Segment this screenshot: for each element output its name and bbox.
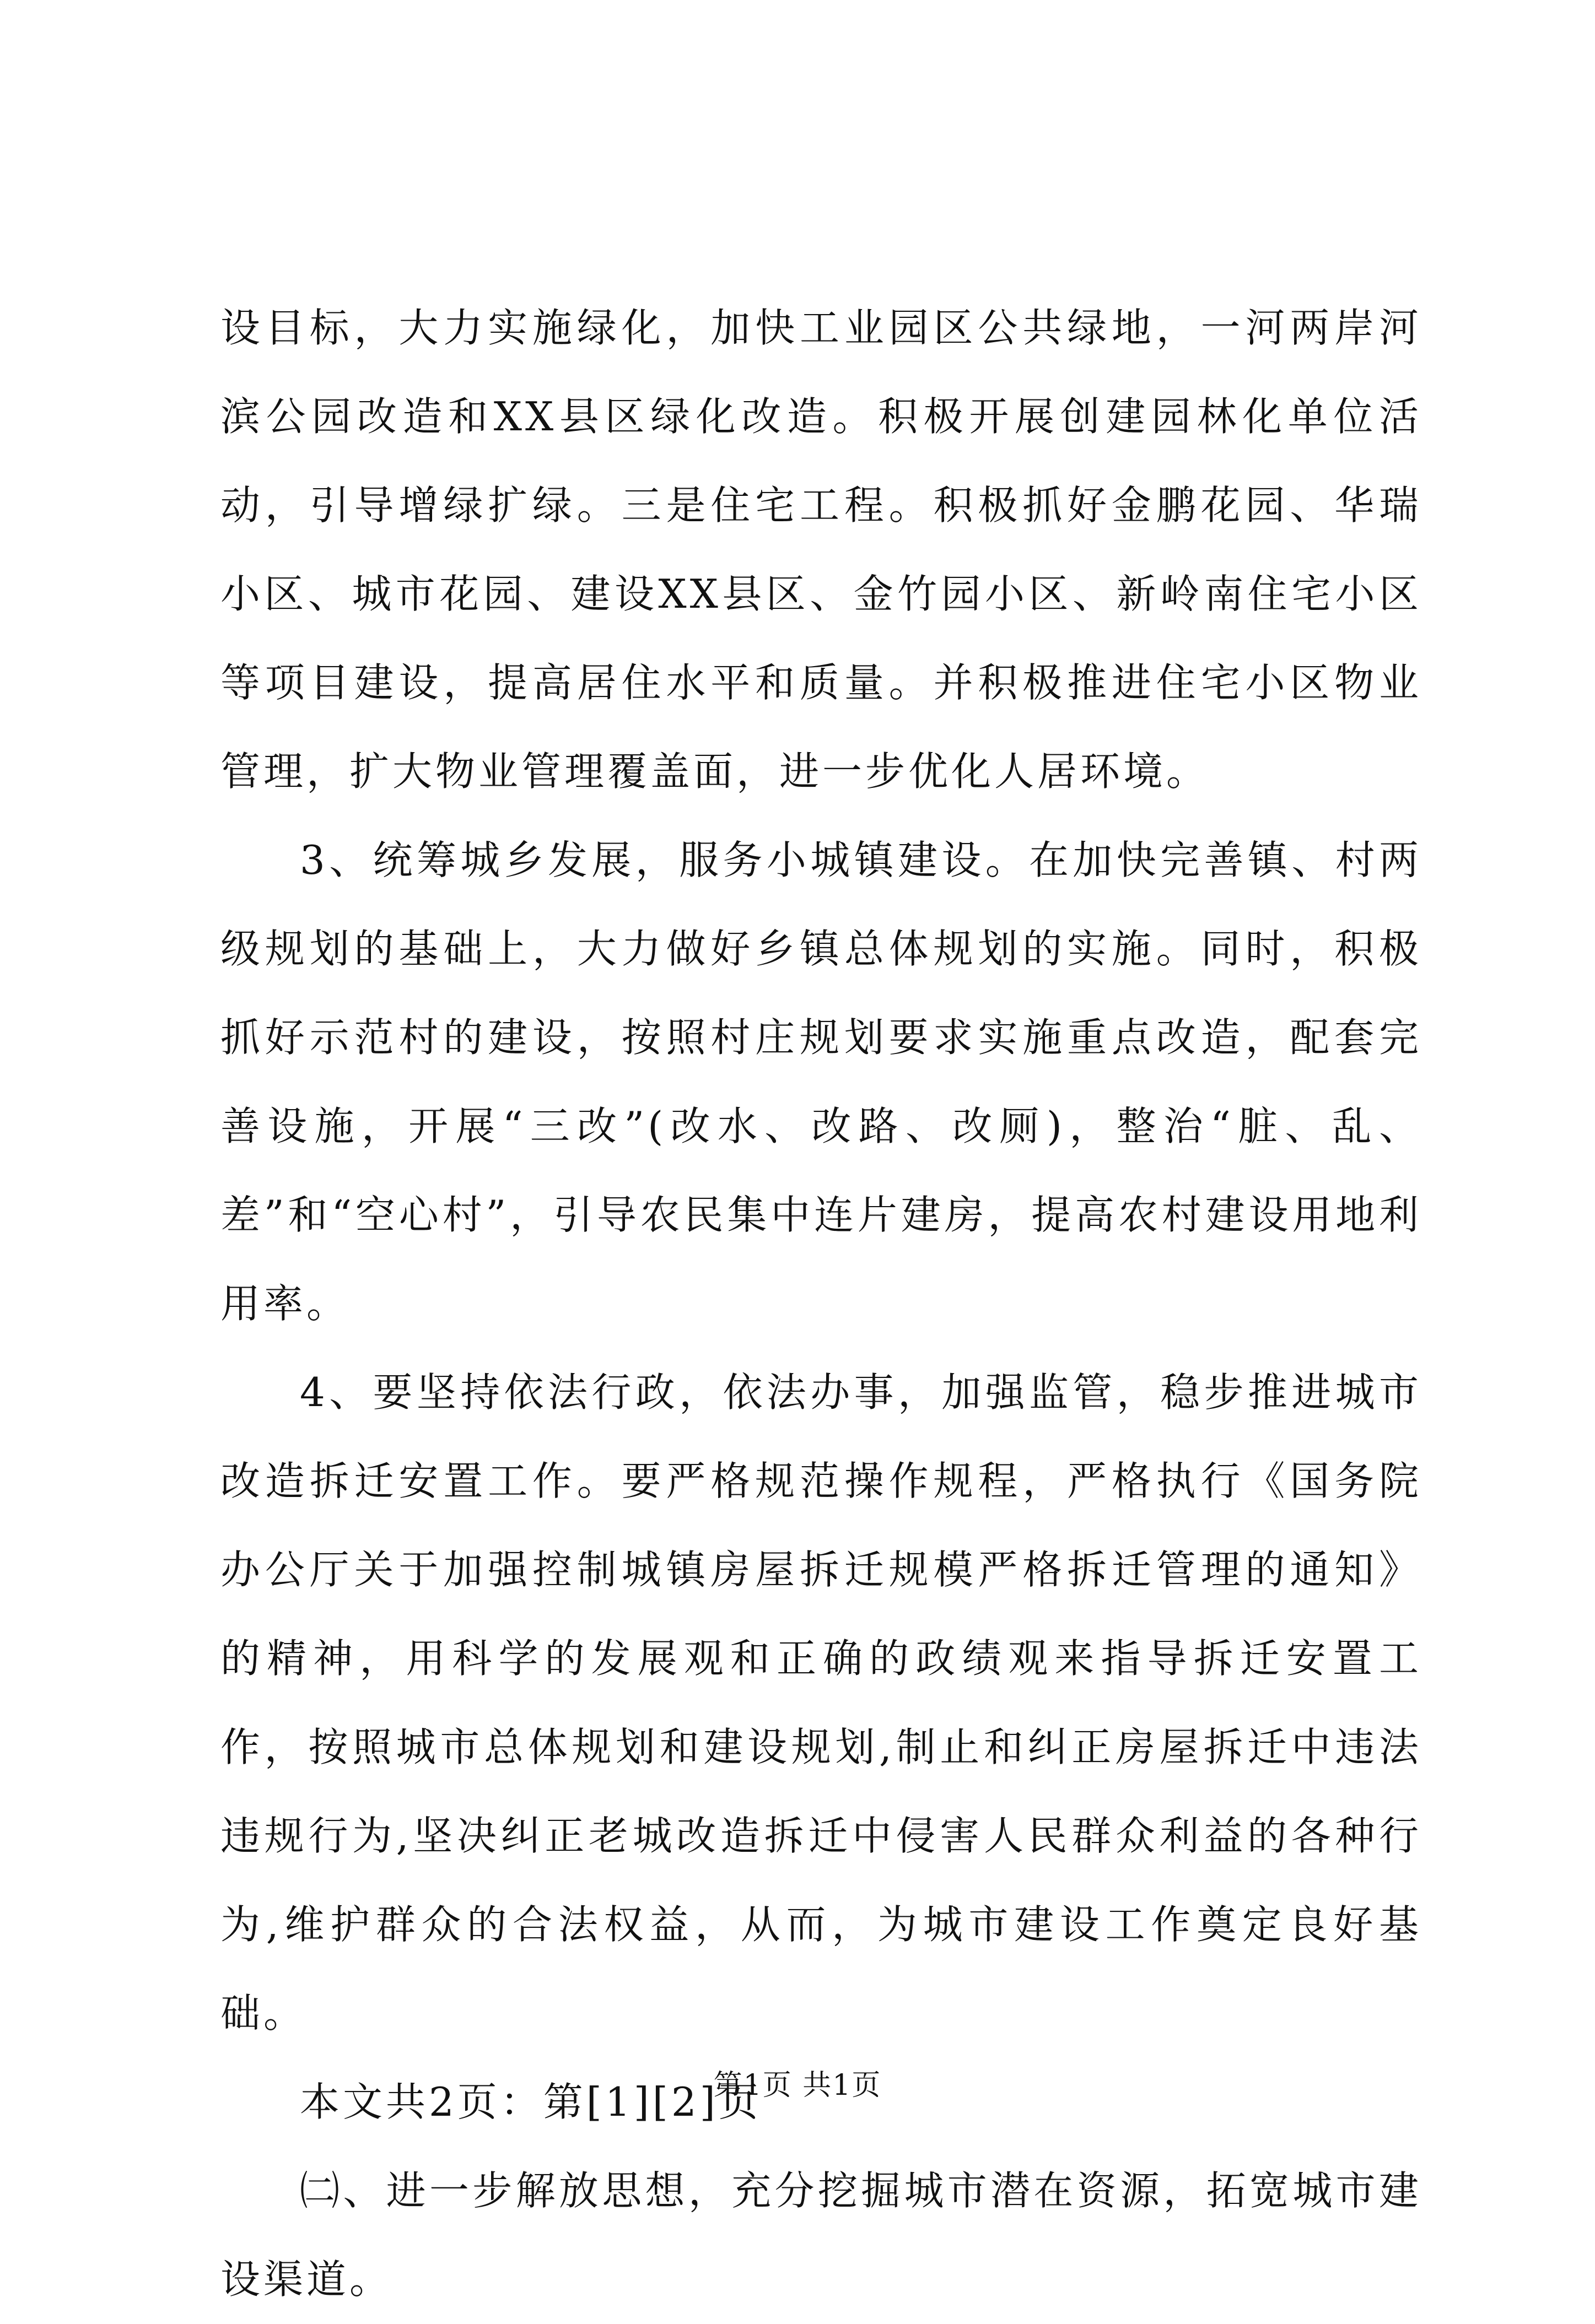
paragraph-section-two-heading: ㈡、进一步解放思想，充分挖掘城市潜在资源，拓宽城市建设渠道。 <box>220 2168 1422 2303</box>
page-footer: 第1页 共1页 <box>713 2069 882 2102</box>
paragraph-lawful-demolition: 4、要坚持依法行政，依法办事，加强监管，稳步推进城市改造拆迁安置工作。要严格规范操作规程，严格执行《国务院办公厅关于加强控制城镇房屋拆迁规模严格拆迁管理的通知》的精神，用科学的发展观和正确的政绩观来指导拆迁安置工作，按照城市总体规划和建设规划,制止和纠正房屋拆迁中违法违规行为,坚决纠正老城改造拆迁中侵害人民群众利益的各种行为,维护群众的合法权益，从而，为城市建设工作奠定良好基础。 <box>220 1369 1422 2036</box>
paragraph-greening-housing: 设目标，大力实施绿化，加快工业园区公共绿地，一河两岸河滨公园改造和XX县区绿化改造。积极开展创建园林化单位活动，引导增绿扩绿。三是住宅工程。积极抓好金鹏花园、华瑞小区、城市花园、建设XX县区、金竹园小区、新岭南住宅小区等项目建设，提高居住水平和质量。并积极推进住宅小区物业管理，扩大物业管理覆盖面，进一步优化人居环境。 <box>220 305 1422 795</box>
paragraph-urban-rural-development: 3、统筹城乡发展，服务小城镇建设。在加快完善镇、村两级规划的基础上，大力做好乡镇总体规划的实施。同时，积极抓好示范村的建设，按照村庄规划要求实施重点改造，配套完善设施，开展“三改”(改水、改路、改厕)，整治“脏、乱、差”和“空心村”，引导农民集中连片建房，提高农村建设用地利用率。 <box>220 837 1422 1327</box>
page-count-note: 本文共2页：第[1][2]页 <box>300 2079 762 2125</box>
document-body <box>220 284 1422 2324</box>
